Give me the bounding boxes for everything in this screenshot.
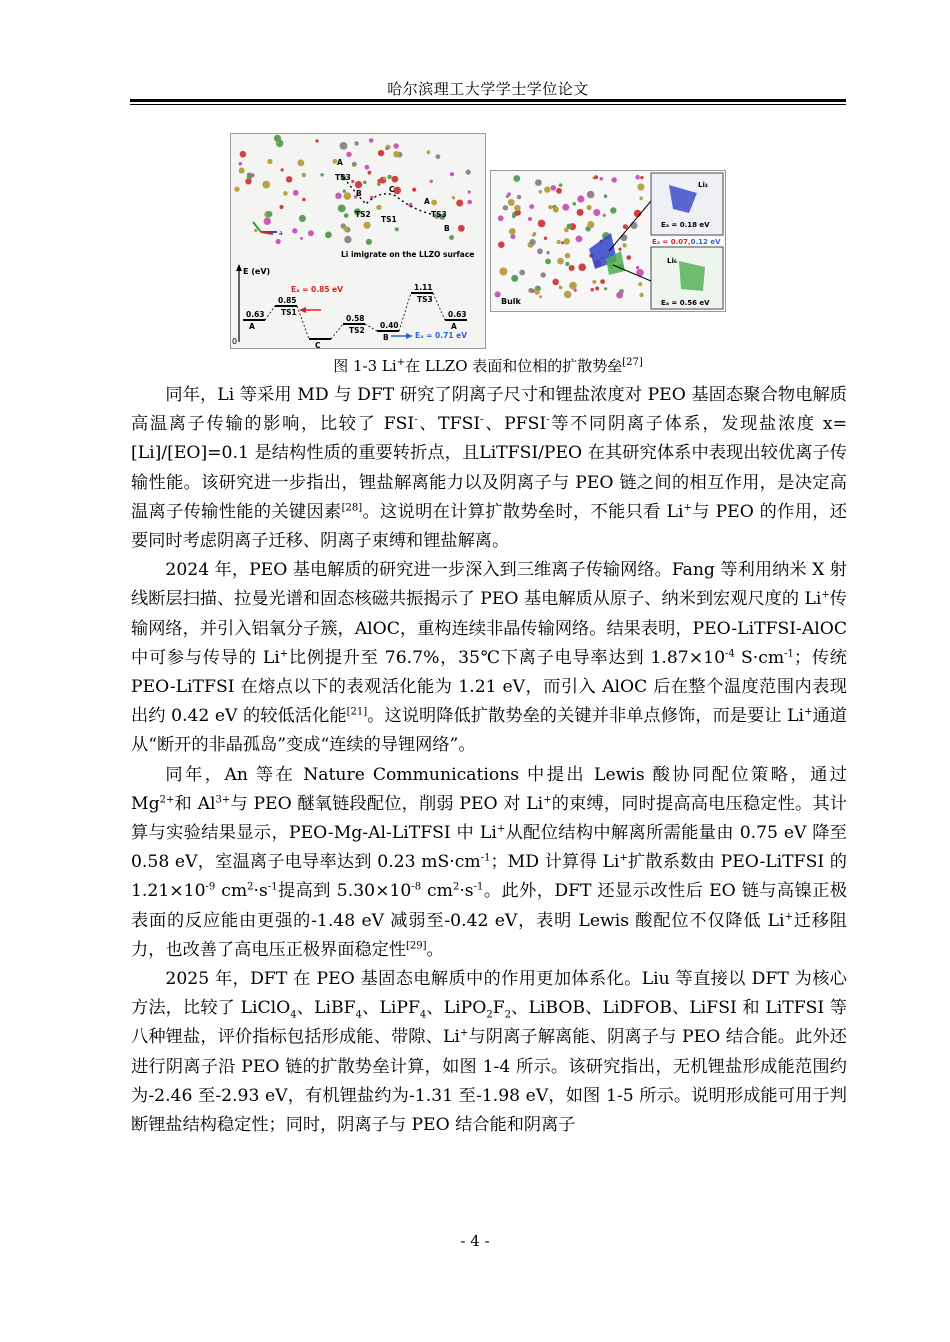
lattice-atom (426, 150, 430, 154)
lattice-atom (343, 190, 346, 193)
paragraph-4: 2025 年，DFT 在 PEO 基固态电解质中的作用更加体系化。Liu 等直接以 DFT 为核心方法，比较了 LiClO$_4$、LiBF$_4$、LiPF$_4$、$LiPO_2F_2$、LiBOB、LiDFOB、LiFSI 和 LiTFSI 等八种锂盐，评价指标包括形成能、带隙、Li+与阴离子解离能、阴离子与 PEO 结合能。此外还进行阴离子沿 PEO 链的扩散势垒计算，如图 1-4 所示。该研究指出，无机锂盐形成能范围约为-2.46 至-2.93 eV，有机锂盐约为-1.31 至-1.98 eV，如图 1-5 所示。说明形成能可用于判断锂盐结构稳定性；同时，阴离子与 PEO 结合能和阴离子 (131, 969, 847, 1136)
bulk-atom (600, 177, 604, 181)
ts-label-2: TS2 (355, 210, 371, 219)
bulk-phase-diagram (491, 171, 725, 311)
page-header: 哈尔滨理工大学学士学位论文 (387, 80, 589, 98)
lattice-atom (308, 230, 314, 236)
bulk-atom (604, 194, 608, 198)
bulk-atom (544, 237, 547, 240)
energy-connector (331, 324, 343, 339)
lattice-atom (344, 192, 352, 200)
bulk-atom (600, 279, 605, 284)
bulk-atom (622, 243, 626, 247)
lattice-atom (431, 200, 437, 206)
bulk-atom (594, 175, 598, 179)
bulk-atom (572, 202, 576, 206)
lattice-atom (254, 229, 257, 232)
ea-blue-label: Eₐ = 0.71 eV (415, 331, 468, 340)
bulk-atom (565, 262, 569, 266)
bulk-atom (576, 236, 583, 243)
lattice-atom (344, 236, 351, 243)
bulk-atom (565, 253, 571, 259)
paragraph-2: 2024 年，PEO 基电解质的研究进一步深入到三维离子传输网络。Fang 等利用纳米 X 射线断层扫描、拉曼光谱和固态核磁共振揭示了 PEO 基电解质从原子、纳米到宏观尺度的 Li+传输网络，并引入铝氧分子簇，AlOC，重构连续非晶传输网络。结果表明，PEO-LiTFSI-AlOC 中可参与传导的 Li+比例提升至 76.7%，35℃下离子电导率达到 $1.87\times 10^{-4}$ $S\cdot cm^{-1}$；传统 PEO-LiTFSI 在熔点以下的表观活化能为 1.21 eV，而引入 AlOC 后在整个温度范围内表现出约 0.42 eV 的较低活化能[21]。这说明降低扩散势垒的关键并非单点修饰，而是要让 Li+通道从“断开的非晶孤岛”变成“连续的导锂网络”。 (131, 560, 847, 756)
lattice-atom (286, 176, 292, 182)
bulk-atom (604, 287, 607, 290)
bulk-atom (556, 188, 562, 194)
lattice-atom (383, 177, 386, 180)
energy-connector (265, 306, 275, 320)
bulk-atom (626, 255, 631, 260)
ts-label-3a: TS3 (335, 173, 351, 182)
lattice-atom (300, 237, 303, 240)
lattice-atom (320, 173, 323, 176)
lattice-atom (377, 183, 380, 186)
lattice-atom (468, 190, 471, 193)
bulk-atom (535, 290, 540, 295)
bulk-atom (559, 286, 563, 290)
bulk-atom (559, 183, 563, 187)
bulk-atom (587, 205, 592, 210)
bulk-atom (595, 287, 599, 291)
bulk-atom (591, 288, 594, 291)
energy-axis-arrowhead (236, 264, 242, 271)
bulk-atom (630, 222, 637, 229)
bulk-atom (577, 195, 584, 202)
lattice-atom (340, 142, 348, 150)
paragraph-1: 同年，Li 等采用 MD 与 DFT 研究了阴离子尺寸和锂盐浓度对 PEO 基固态聚合物电解质高温离子传输的影响，比较了 FSI-、TFSI-、PFSI-等不同阴离子体系，发现盐浓度 x=[Li]/[EO]=0.1 是结构性质的重要转折点，且LiTFSI/PEO 在其研究体系中表现出较优离子传输性能。该研究进一步指出，锂盐解离能力以及阴离子与 PEO 链之间的相互作用，是决定高温离子传输性能的关键因素[28]。这说明在计算扩散势垒时，不能只看 Li+与 PEO 的作用，还要同时考虑阴离子迁移、阴离子束缚和锂盐解离。 (131, 385, 847, 552)
bulk-atom (567, 224, 572, 229)
lattice-atom (239, 162, 243, 166)
bulk-atom (557, 258, 564, 265)
figure-left-panel (230, 133, 486, 349)
bulk-atom (587, 193, 590, 196)
lattice-atom (449, 235, 454, 240)
lattice-atom (335, 193, 341, 199)
bulk-atom (564, 238, 570, 244)
ea-top-label: Eₐ = 0.18 eV (661, 221, 710, 229)
bulk-atom (564, 291, 572, 299)
ts-label-1: TS1 (381, 215, 397, 224)
bulk-atom (538, 220, 546, 228)
lattice-atom (376, 205, 381, 210)
lattice-atom (264, 218, 271, 225)
lattice-atom (412, 188, 416, 192)
energy-connector (399, 293, 411, 331)
bulk-atom (593, 209, 600, 216)
lattice-atom (467, 200, 472, 205)
site-label-b1: B (356, 189, 362, 198)
lattice-atom (456, 200, 463, 207)
bulk-atom (592, 280, 596, 284)
lattice-atom (298, 160, 305, 167)
lattice-atom (363, 222, 370, 229)
bulk-atom (537, 248, 543, 254)
bulk-atom (619, 289, 624, 294)
lattice-atom (239, 168, 245, 174)
lattice-atom (450, 172, 454, 176)
pointer-line-bottom (613, 265, 651, 281)
lattice-atom (292, 228, 297, 233)
bulk-atom (637, 183, 644, 190)
site-label-a1: A (337, 158, 343, 167)
bulk-atom (499, 268, 507, 276)
energy-site-label: TS2 (349, 326, 365, 335)
bulk-atom (541, 272, 546, 277)
bulk-atom (623, 224, 628, 229)
bulk-atom (519, 270, 525, 276)
bulk-atom (508, 199, 515, 206)
energy-value-label: 0.63 (448, 310, 467, 319)
bulk-atom (551, 185, 557, 191)
bulk-atom (587, 221, 594, 228)
bulk-atom (539, 190, 543, 194)
lattice-atom (276, 239, 281, 244)
lattice-atom (395, 227, 399, 231)
bulk-atom (513, 175, 520, 182)
bulk-atom (569, 265, 575, 271)
energy-origin-label: 0 (232, 337, 238, 346)
header-rule-thick (130, 99, 846, 102)
bulk-atom (618, 248, 621, 251)
ea-mid-label: Eₐ = 0.07,0.12 eV (652, 238, 721, 246)
axis-x-letter: a (279, 230, 283, 237)
bulk-atom (603, 214, 606, 217)
bulk-atom (635, 175, 640, 180)
bulk-atom (544, 186, 550, 192)
lattice-atom (302, 198, 306, 202)
bulk-atom (636, 266, 639, 269)
bulk-atom (610, 207, 616, 213)
bulk-label: Bulk (501, 297, 521, 306)
bulk-atom (639, 293, 643, 297)
energy-connector (433, 293, 445, 320)
lattice-atom (262, 181, 270, 189)
bulk-atom (578, 263, 586, 271)
bulk-atom (529, 239, 535, 245)
energy-value-label: 1.11 (414, 283, 433, 292)
lattice-atom (430, 180, 433, 183)
bulk-atom (514, 205, 520, 211)
surface-caption: Li imigrate on the LLZO surface (341, 250, 475, 259)
header-rule-thin (130, 104, 846, 105)
lattice-atom (385, 147, 388, 150)
ea-bottom-label: Eₐ = 0.56 eV (661, 299, 710, 307)
bulk-atom (553, 207, 559, 213)
ea-red-label: Eₐ = 0.85 eV (291, 285, 344, 294)
lattice-atom (346, 152, 351, 157)
bulk-atom (528, 288, 533, 293)
bulk-atom (510, 234, 515, 239)
bulk-atom (548, 205, 552, 209)
energy-value-label: 0.40 (380, 321, 399, 330)
bulk-atom (511, 275, 518, 282)
lattice-atom (343, 226, 348, 231)
energy-site-label: B (383, 333, 389, 342)
lattice-atom (393, 151, 399, 157)
lattice-atom (363, 181, 367, 185)
bulk-atom (569, 282, 577, 290)
lattice-atom (354, 141, 358, 145)
lattice-atom (283, 191, 288, 196)
lattice-atom (299, 215, 306, 222)
bulk-atom (639, 197, 643, 201)
li6-label: Li₆ (667, 257, 677, 265)
site-label-c: C (389, 185, 395, 194)
lattice-atom (365, 165, 370, 170)
lattice-atom (369, 138, 374, 143)
bulk-atom (498, 241, 505, 248)
energy-site-label: A (249, 322, 255, 331)
bulk-atom (638, 282, 642, 286)
bulk-atom (506, 195, 509, 198)
lattice-atom (267, 159, 272, 164)
lattice-atom (466, 170, 471, 175)
energy-site-label: C (315, 341, 321, 348)
energy-axis-label: E (eV) (243, 267, 271, 276)
body-text (131, 381, 847, 1140)
lattice-atom (355, 181, 362, 188)
lattice-atom (452, 196, 455, 199)
bulk-lattice (495, 175, 645, 299)
bulk-atom (539, 295, 542, 298)
figure-right-panel (490, 170, 726, 312)
bulk-atom (535, 179, 542, 186)
lattice-atom (368, 171, 372, 175)
paragraph-3: 同年，An 等在 Nature Communications 中提出 Lewis 酸协同配位策略，通过 $Mg^{2+}$和 $Al^{3+}$与 PEO 醚氧链段配位，削弱 PEO 对 Li+的束缚，同时提高高电压稳定性。其计算与实验结果显示，PEO-Mg-Al-LiTFSI 中 Li+从配位结构中解离所需能量由 0.75 eV 降至 0.58 eV，室温离子电导率达到 0.23 $mS\cdot cm^{-1}$；MD 计算得 Li+扩散系数由 PEO-LiTFSI 的 $1.21\times 10^{-9}$ $cm^2\cdot s^{-1}$提高到 $5.30\times 10^{-8}$ $cm^2\cdot s^{-1}$。此外，DFT 还显示改性后 EO 链与高镍正极表面的反应能由更强的-1.48 eV 减弱至-0.42 eV，表明 Lewis 酸配位不仅降低 Li+迁移阻力，也改善了高电压正极界面稳定性[29]。 (131, 764, 848, 960)
lattice-atom (378, 150, 384, 156)
lattice-atom (234, 187, 239, 192)
lattice-atom (293, 190, 299, 196)
bulk-atom (495, 291, 501, 297)
lattice-atom (436, 154, 441, 159)
figure-caption: 图 1-3 Li+在 LLZO 表面和位相的扩散势垒[27] (333, 357, 643, 375)
lattice-atom (279, 205, 283, 209)
energy-value-label: 0.63 (246, 310, 265, 319)
li4-label: Li₄ (698, 181, 708, 189)
bulk-atom (509, 228, 516, 235)
bulk-atom (529, 204, 534, 209)
energy-site-label: TS3 (417, 295, 433, 304)
lattice-atom (315, 139, 318, 142)
bulk-atom (503, 205, 508, 210)
lattice-atom (351, 180, 354, 183)
lattice-atom (247, 173, 252, 178)
bulk-atom (620, 234, 627, 241)
lattice-atom (281, 168, 284, 171)
bulk-atom (517, 195, 521, 199)
lattice-atom (240, 151, 247, 158)
bulk-atom (577, 209, 584, 216)
energy-connector (365, 324, 377, 331)
page-number: - 4 - (460, 1232, 490, 1250)
bulk-atom (562, 204, 569, 211)
energy-site-label: TS1 (281, 308, 297, 317)
lattice-atom (352, 162, 357, 167)
lattice-atom (366, 239, 372, 245)
site-label-a2: A (424, 197, 430, 206)
lattice-atom (325, 232, 332, 239)
lattice-atom (393, 143, 398, 148)
surface-migration-diagram (231, 134, 485, 348)
lattice-atom (274, 135, 281, 142)
bulk-atom (532, 233, 535, 236)
ts-label-3b: TS3 (431, 210, 447, 219)
blue-arrowhead (406, 333, 413, 339)
lattice-atom (458, 225, 465, 232)
lattice-atom (302, 173, 307, 178)
bulk-atom (528, 217, 532, 221)
energy-value-label: 0.85 (278, 296, 297, 305)
bulk-atom (498, 215, 504, 221)
lattice-surface (234, 135, 472, 245)
lattice-atom (387, 175, 391, 179)
bulk-atom (552, 279, 559, 286)
bulk-atom (557, 240, 561, 244)
lattice-atom (266, 211, 272, 217)
bulk-atom (545, 259, 551, 265)
energy-value-label: 0.58 (346, 314, 365, 323)
lattice-atom (338, 205, 346, 213)
lattice-atom (392, 176, 399, 183)
energy-site-label: A (451, 322, 457, 331)
bulk-atom (612, 177, 617, 182)
red-arrowhead (299, 307, 306, 313)
lattice-atom (344, 213, 349, 218)
site-label-b2: B (444, 224, 450, 233)
bulk-atom (640, 176, 643, 179)
lattice-atom (393, 187, 401, 195)
bulk-atom (546, 251, 549, 254)
